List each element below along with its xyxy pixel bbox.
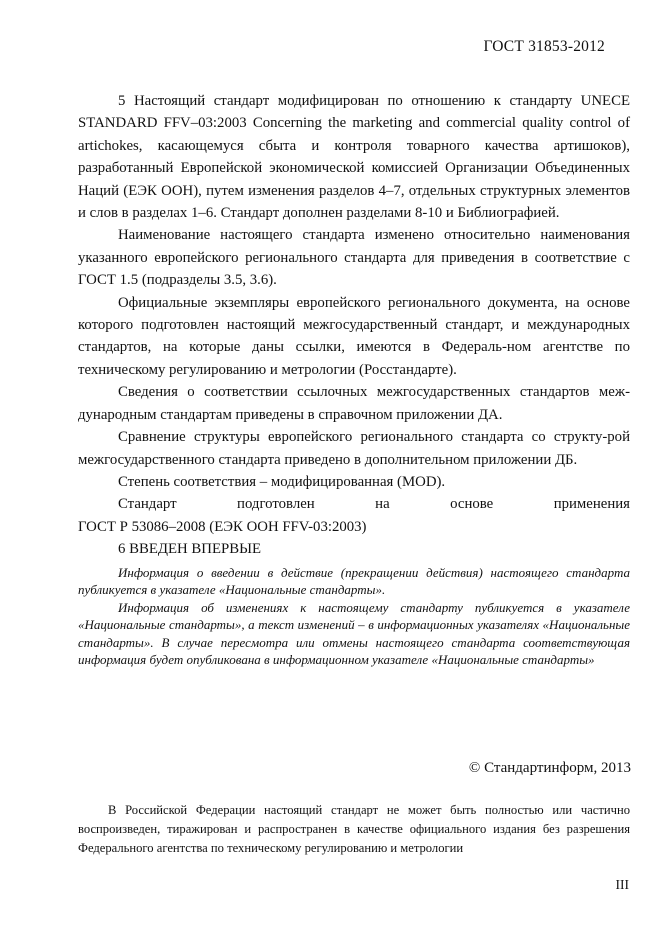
copyright-line: © Стандартинформ, 2013	[468, 760, 631, 776]
paragraph-prepared-basis: Стандарт подготовлен на основе применения	[118, 496, 630, 513]
paragraph-references-info: Сведения о соответствии ссылочных межгосударственных стандартов меж-дународным стандартам приведены в справочном приложении ДА.	[78, 384, 630, 423]
publication-notes	[78, 564, 630, 669]
paragraph-conformity-degree: Степень соответствия – модифицированная (MOD).	[118, 473, 446, 490]
paragraph-title-change: Наименование настоящего стандарта изменено относительно наименования указанного европейского регионального стандарта для приведения в соответствие с ГОСТ 1.5 (подразделы 3.5, 3.6).	[78, 227, 630, 289]
note-changes-info: Информация об изменениях к настоящему стандарту публикуется в указателе «Национальные стандарты», а текст изменений – в информационных указателях «Национальные стандарты». В случае пересмотра или отмены настоящего стандарта соответствующая информация будет опубликована в информационном указателе «Национальные стандарты»	[78, 599, 630, 668]
paragraph-prepared-basis-standard: ГОСТ Р 53086–2008 (ЕЭК ООН FFV-03:2003)	[78, 518, 367, 535]
document-body	[78, 90, 630, 669]
note-introduction-info: Информация о введении в действие (прекращении действия) настоящего стандарта публикуется в указателе «Национальные стандарты».	[78, 564, 630, 598]
page-number: III	[615, 877, 629, 892]
paragraph-modification: 5 Настоящий стандарт модифицирован по отношению к стандарту UNECE STANDARD FFV–03:2003 Concerning the marketing and commercial quality control of artichokes, касающемуся сбыта и контроля товарного качества артишоков), разработанный Европейской экономической комиссией Организации Объединенных Наций (ЕЭК ООН), путем изменения разделов 4–7, отдельных структурных элементов и слов в разделах 1–6. Стандарт дополнен разделами 8-10 и Библиографией.	[78, 93, 630, 222]
reproduction-notice	[78, 801, 630, 857]
paragraph-introduced-first: 6 ВВЕДЕН ВПЕРВЫЕ	[118, 541, 262, 558]
paragraph-structure-comparison: Сравнение структуры европейского регионального стандарта со структу-рой межгосударственного стандарта приведено в дополнительном приложении ДБ.	[78, 429, 630, 468]
paragraph-official-copies: Официальные экземпляры европейского регионального документа, на основе которого подготовлен настоящий межгосударственный стандарт, и международных стандартов, на которые даны ссылки, имеются в Федераль-ном агентстве по техническому регулированию и метрологии (Росстандарте).	[78, 294, 630, 378]
reproduction-notice-text: В Российской Федерации настоящий стандарт не может быть полностью или частично воспроизведен, тиражирован и распространен в качестве официального издания без разрешения Федерального агентства по техническому регулированию и метрологии	[78, 803, 630, 855]
document-code-header: ГОСТ 31853-2012	[483, 38, 605, 55]
